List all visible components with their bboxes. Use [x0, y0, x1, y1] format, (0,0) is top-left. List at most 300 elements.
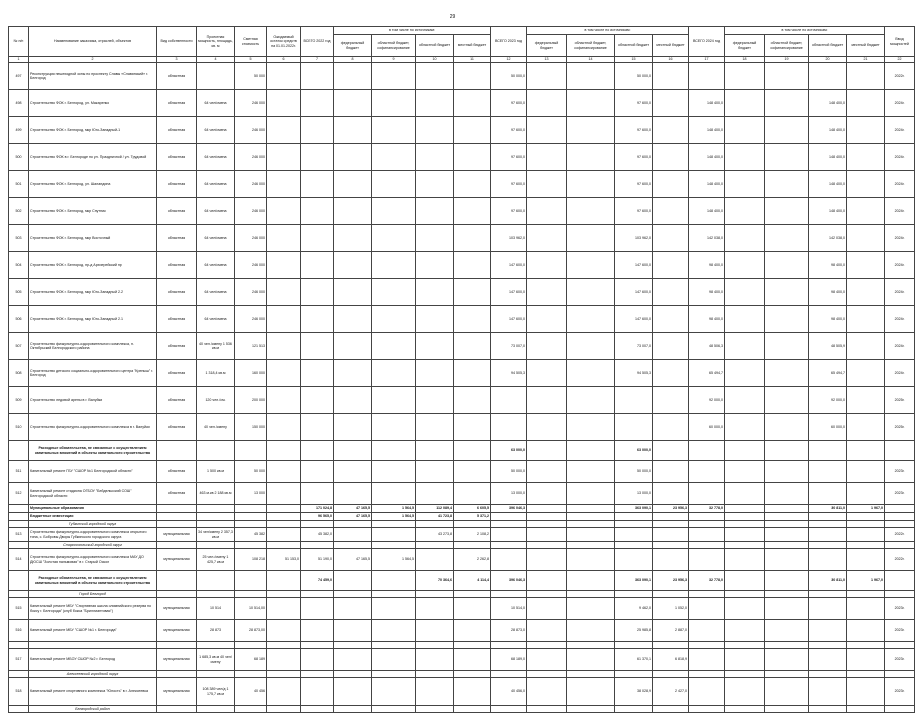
table-cell: [157, 505, 197, 513]
table-cell: 2024г.: [885, 279, 915, 306]
table-cell: [416, 360, 454, 387]
table-cell: [653, 387, 689, 414]
table-cell: [235, 505, 267, 513]
table-cell: [416, 387, 454, 414]
table-cell: 13 000: [235, 483, 267, 505]
table-cell: областная: [157, 461, 197, 483]
table-cell: [416, 598, 454, 620]
table-cell: [847, 387, 885, 414]
table-cell: 4 114,4: [454, 571, 491, 591]
table-cell: 23 956,3: [653, 571, 689, 591]
table-cell: [372, 252, 416, 279]
table-cell: [809, 528, 847, 542]
table-cell: областная: [157, 144, 197, 171]
table-cell: 246 000: [235, 252, 267, 279]
table-cell: [615, 513, 653, 521]
table-cell: [765, 90, 809, 117]
table-cell: областная: [157, 306, 197, 333]
table-cell: [725, 549, 765, 571]
table-cell: 148 400,0: [809, 144, 847, 171]
table-cell: 147 600,0: [615, 252, 653, 279]
table-cell: [301, 483, 334, 505]
table-cell: [567, 441, 615, 461]
table-cell: [527, 414, 567, 441]
table-cell: [725, 90, 765, 117]
table-cell: 2024г.: [885, 90, 915, 117]
table-cell: [765, 483, 809, 505]
table-cell: [847, 549, 885, 571]
table-cell: [653, 63, 689, 90]
table-cell: 2024г.: [885, 198, 915, 225]
table-cell: [725, 706, 765, 713]
table-cell: [197, 571, 235, 591]
table-cell: [267, 333, 301, 360]
table-cell: [885, 591, 915, 598]
table-cell: [372, 441, 416, 461]
table-cell: [765, 549, 809, 571]
table-cell: 147 600,0: [615, 279, 653, 306]
table-cell: [157, 441, 197, 461]
table-row: [9, 513, 915, 521]
table-cell: 47 165,5: [334, 505, 372, 513]
table-cell: [809, 461, 847, 483]
table-cell: Строительство ФОК в г. Белгороде по ул. Праздничной / ул. Трудовой: [29, 144, 157, 171]
table-cell: [372, 528, 416, 542]
table-cell: [725, 678, 765, 706]
table-cell: [267, 117, 301, 144]
table-cell: [847, 144, 885, 171]
table-cell: [334, 63, 372, 90]
table-cell: Алексеевский городской округ: [29, 671, 157, 678]
table-cell: [765, 513, 809, 521]
table-cell: 40 чел./смену 1 536 кв.м: [197, 333, 235, 360]
table-cell: [765, 461, 809, 483]
table-cell: [235, 706, 267, 713]
table-cell: областная: [157, 387, 197, 414]
table-cell: [157, 521, 197, 528]
table-cell: Капитальный ремонт МБУ "Спортивная школа олимпийского резерва по боксу г. Белгорода" (клуб бокса "Бриллиантовая"): [29, 598, 157, 620]
page-number: 29: [449, 14, 456, 20]
table-cell: [689, 461, 725, 483]
table-cell: [372, 333, 416, 360]
table-cell: Капитальный ремонт МБОУ СШОР №2 г. Белгород: [29, 649, 157, 671]
table-cell: [416, 306, 454, 333]
table-cell: [689, 549, 725, 571]
table-cell: [334, 306, 372, 333]
table-cell: [527, 461, 567, 483]
table-cell: [615, 706, 653, 713]
table-cell: [454, 225, 491, 252]
header-src-regional-cofin-2024: областной бюджет, софинансирование: [765, 35, 809, 57]
table-cell: [765, 252, 809, 279]
table-cell: [157, 542, 197, 549]
table-cell: 507: [9, 333, 29, 360]
table-cell: 64 чел/смена: [197, 198, 235, 225]
table-cell: [847, 63, 885, 90]
table-cell: [372, 279, 416, 306]
table-cell: 148 400,0: [689, 144, 725, 171]
table-cell: [847, 542, 885, 549]
table-cell: 2024г.: [885, 333, 915, 360]
table-cell: [809, 620, 847, 642]
table-cell: 97 600,0: [615, 198, 653, 225]
column-number: 10: [416, 57, 454, 63]
table-cell: 148 400,0: [689, 117, 725, 144]
table-cell: 34 чел/смену 2 357,3 кв.м: [197, 528, 235, 542]
table-cell: 50 000: [235, 63, 267, 90]
table-cell: [653, 306, 689, 333]
header-name: Наименование заказчика, отраслей, объектов: [29, 27, 157, 57]
table-cell: [725, 333, 765, 360]
table-cell: [267, 198, 301, 225]
table-cell: 92 000,0: [689, 387, 725, 414]
table-cell: [567, 360, 615, 387]
table-cell: [847, 513, 885, 521]
table-cell: [615, 414, 653, 441]
table-cell: [454, 620, 491, 642]
table-cell: [454, 591, 491, 598]
table-cell: [567, 542, 615, 549]
table-row: [9, 483, 915, 505]
table-cell: 28 873: [197, 620, 235, 642]
table-cell: Строительство ФОК г. Белгород, мкр Юго-Западный 2.1: [29, 306, 157, 333]
table-cell: [885, 441, 915, 461]
table-cell: [653, 483, 689, 505]
table-cell: 6 605,5: [454, 505, 491, 513]
table-cell: [725, 483, 765, 505]
table-cell: [765, 620, 809, 642]
table-cell: Строительство ФОК г. Белгород, мкр Юго-Западный-1: [29, 117, 157, 144]
table-cell: Строительство детского социально-оздоровительного центра "Крепыш" г. Белгород: [29, 360, 157, 387]
table-cell: 97 600,0: [491, 144, 527, 171]
table-cell: [157, 706, 197, 713]
table-cell: [653, 117, 689, 144]
table-cell: 5 371,2: [454, 513, 491, 521]
table-cell: Капитальный ремонт стадиона ОГБОУ "Бейдельсский СОШ" Белгородской области: [29, 483, 157, 505]
table-row: [9, 279, 915, 306]
column-number: 4: [197, 57, 235, 63]
table-cell: [567, 549, 615, 571]
table-cell: муниципальная: [157, 620, 197, 642]
table-cell: [416, 252, 454, 279]
table-cell: 147 600,0: [491, 306, 527, 333]
table-cell: [416, 63, 454, 90]
table-cell: [334, 414, 372, 441]
table-cell: [527, 225, 567, 252]
table-cell: [372, 571, 416, 591]
table-cell: 50 000: [235, 461, 267, 483]
table-cell: Реконструкция пешеходной зоны по проспекту Славы «Славянский» г. Белгород: [29, 63, 157, 90]
table-cell: Капитальный ремонт ГБУ "СШОР №1 Белгородской области": [29, 461, 157, 483]
table-cell: 10 514: [197, 598, 235, 620]
table-cell: [765, 521, 809, 528]
table-cell: 1 318,4 кв.м: [197, 360, 235, 387]
table-cell: [267, 649, 301, 671]
table-cell: 2023г.: [885, 678, 915, 706]
table-cell: [301, 521, 334, 528]
table-cell: 98 400,0: [689, 306, 725, 333]
table-cell: [157, 642, 197, 649]
table-cell: муниципальная: [157, 649, 197, 671]
table-cell: 2024г.: [885, 306, 915, 333]
table-cell: [653, 461, 689, 483]
table-cell: [372, 678, 416, 706]
table-cell: 148 400,0: [689, 198, 725, 225]
table-cell: [491, 549, 527, 571]
table-cell: [372, 649, 416, 671]
table-cell: [334, 571, 372, 591]
table-cell: 45 382,0: [301, 528, 334, 542]
table-cell: [567, 90, 615, 117]
table-cell: [725, 461, 765, 483]
table-cell: 97 600,0: [615, 90, 653, 117]
table-cell: 48 505,9: [809, 333, 847, 360]
table-cell: областная: [157, 414, 197, 441]
table-cell: [653, 171, 689, 198]
table-cell: [416, 144, 454, 171]
table-row: [9, 387, 915, 414]
table-row: [9, 441, 915, 461]
table-cell: [454, 642, 491, 649]
table-cell: 2024г.: [885, 117, 915, 144]
table-cell: областная: [157, 63, 197, 90]
table-cell: [301, 706, 334, 713]
table-cell: [267, 598, 301, 620]
table-cell: [334, 225, 372, 252]
table-cell: 148 400,0: [809, 171, 847, 198]
table-cell: [334, 706, 372, 713]
table-cell: [847, 649, 885, 671]
table-cell: [334, 671, 372, 678]
table-cell: [491, 671, 527, 678]
table-cell: [809, 671, 847, 678]
table-cell: 30 811,0: [809, 505, 847, 513]
table-cell: 517: [9, 649, 29, 671]
table-cell: 13 000,0: [615, 483, 653, 505]
table-cell: [267, 521, 301, 528]
table-cell: [334, 521, 372, 528]
table-cell: [454, 90, 491, 117]
table-cell: [9, 571, 29, 591]
table-cell: 112 089,4: [416, 505, 454, 513]
table-cell: 514: [9, 549, 29, 571]
table-cell: [454, 360, 491, 387]
table-row: [9, 591, 915, 598]
table-cell: [416, 171, 454, 198]
column-number: 3: [157, 57, 197, 63]
table-cell: [885, 671, 915, 678]
table-cell: [416, 483, 454, 505]
table-cell: 97 600,0: [491, 117, 527, 144]
header-src-regional-2024: областной бюджет: [809, 35, 847, 57]
table-cell: [527, 441, 567, 461]
table-row: [9, 620, 915, 642]
table-cell: 60 000,0: [809, 414, 847, 441]
column-number: 20: [809, 57, 847, 63]
table-cell: [725, 649, 765, 671]
table-cell: [689, 671, 725, 678]
table-cell: [454, 461, 491, 483]
table-cell: [725, 414, 765, 441]
table-cell: [267, 505, 301, 513]
table-cell: [653, 90, 689, 117]
table-cell: [527, 252, 567, 279]
table-cell: муниципальная: [157, 528, 197, 542]
table-cell: [567, 671, 615, 678]
table-cell: 64 чел/смена: [197, 90, 235, 117]
table-cell: [454, 171, 491, 198]
column-number: 19: [765, 57, 809, 63]
table-cell: [765, 706, 809, 713]
table-cell: [765, 671, 809, 678]
table-cell: [847, 642, 885, 649]
table-cell: 160 000: [235, 360, 267, 387]
table-cell: [615, 528, 653, 542]
table-cell: [567, 513, 615, 521]
header-src-regional-cofin-2023: областной бюджет, софинансирование: [567, 35, 615, 57]
table-cell: [197, 671, 235, 678]
table-cell: [765, 360, 809, 387]
table-cell: [416, 279, 454, 306]
table-cell: областная: [157, 333, 197, 360]
table-cell: 51 153,0: [267, 549, 301, 571]
table-cell: [725, 306, 765, 333]
table-row: [9, 225, 915, 252]
table-cell: Строительство ФОК г. Белгород, мкр Спутник: [29, 198, 157, 225]
table-cell: [653, 279, 689, 306]
table-cell: 246 000: [235, 198, 267, 225]
table-cell: [491, 591, 527, 598]
table-cell: [301, 117, 334, 144]
table-cell: Строительство ледовой арены в г. Валуйки: [29, 387, 157, 414]
table-cell: [527, 620, 567, 642]
table-cell: [334, 387, 372, 414]
table-cell: [267, 620, 301, 642]
table-cell: 171 024,8: [301, 505, 334, 513]
table-cell: [372, 591, 416, 598]
table-cell: 363 090,1: [615, 571, 653, 591]
column-number: 14: [567, 57, 615, 63]
table-cell: [416, 620, 454, 642]
table-cell: 97 600,0: [491, 90, 527, 117]
table-cell: [491, 542, 527, 549]
table-cell: 50 000,0: [491, 63, 527, 90]
table-cell: [725, 598, 765, 620]
table-cell: Строительство ФОК г. Белгород, ул. Шаландина: [29, 171, 157, 198]
header-sources-2023: в том числе по источникам:: [527, 27, 689, 35]
table-cell: [301, 360, 334, 387]
table-cell: 511: [9, 461, 29, 483]
table-cell: Строительство физкультурно-оздоровительного комплекса, п. Октябрьский Белгородского района: [29, 333, 157, 360]
table-row: [9, 571, 915, 591]
table-cell: [765, 649, 809, 671]
table-cell: 48 506,3: [689, 333, 725, 360]
table-cell: [653, 144, 689, 171]
table-cell: [847, 706, 885, 713]
column-number: 9: [372, 57, 416, 63]
table-cell: [235, 441, 267, 461]
table-cell: [267, 90, 301, 117]
table-cell: [454, 706, 491, 713]
table-cell: [809, 549, 847, 571]
table-cell: областная: [157, 483, 197, 505]
table-cell: [809, 642, 847, 649]
table-cell: [567, 171, 615, 198]
table-cell: [689, 513, 725, 521]
table-cell: [267, 252, 301, 279]
table-cell: Муниципальные образования: [29, 505, 157, 513]
table-cell: 502: [9, 198, 29, 225]
table-cell: 32 778,0: [689, 505, 725, 513]
table-cell: 2024г.: [885, 171, 915, 198]
table-cell: [527, 387, 567, 414]
table-cell: [765, 279, 809, 306]
table-cell: областная: [157, 171, 197, 198]
table-cell: [372, 387, 416, 414]
table-cell: 30 811,0: [809, 571, 847, 591]
table-cell: 148 400,0: [809, 90, 847, 117]
table-cell: [653, 528, 689, 542]
table-cell: 108 389 чел/д 1 175,7 кв.м: [197, 678, 235, 706]
table-cell: [235, 542, 267, 549]
table-cell: [809, 521, 847, 528]
table-cell: [416, 333, 454, 360]
table-cell: [301, 225, 334, 252]
table-row: [9, 461, 915, 483]
table-row: [9, 252, 915, 279]
table-cell: [567, 333, 615, 360]
table-cell: 148 400,0: [809, 198, 847, 225]
table-cell: [334, 171, 372, 198]
table-cell: Капитальный ремонт спортивного комплекса "Юность" в г. Алексеевка: [29, 678, 157, 706]
header-sources-2022: в том числе по источникам:: [334, 27, 491, 35]
table-cell: [567, 279, 615, 306]
table-cell: [301, 144, 334, 171]
table-cell: 2025г.: [885, 414, 915, 441]
table-cell: Губкинский городской округ: [29, 521, 157, 528]
table-cell: 2022г.: [885, 549, 915, 571]
table-cell: [301, 598, 334, 620]
table-cell: Расходные обязательства, не связанные с осуществлением капитальных вложений в объекты капитального строительства: [29, 441, 157, 461]
table-cell: 1 052,0: [653, 598, 689, 620]
table-cell: [235, 571, 267, 591]
table-cell: [847, 333, 885, 360]
table-cell: областная: [157, 225, 197, 252]
table-cell: [527, 63, 567, 90]
table-cell: [416, 441, 454, 461]
table-cell: [454, 63, 491, 90]
table-cell: [689, 706, 725, 713]
table-cell: Расходные обязательства, не связанные с осуществлением капитальных вложений в объекты капитального строительства: [29, 571, 157, 591]
table-cell: [235, 513, 267, 521]
table-cell: 51 190,0: [301, 549, 334, 571]
table-cell: 2024г.: [885, 225, 915, 252]
table-row: [9, 671, 915, 678]
table-cell: [372, 542, 416, 549]
table-cell: [372, 63, 416, 90]
table-cell: [527, 549, 567, 571]
table-cell: 25 чел./смену 1 425,7 кв.м: [197, 549, 235, 571]
table-row: [9, 678, 915, 706]
table-cell: [725, 591, 765, 598]
table-cell: [567, 706, 615, 713]
table-cell: 1 564,5: [372, 549, 416, 571]
table-cell: [725, 542, 765, 549]
table-cell: 32 778,0: [689, 571, 725, 591]
table-cell: [765, 591, 809, 598]
column-number: 8: [334, 57, 372, 63]
table-cell: [235, 521, 267, 528]
